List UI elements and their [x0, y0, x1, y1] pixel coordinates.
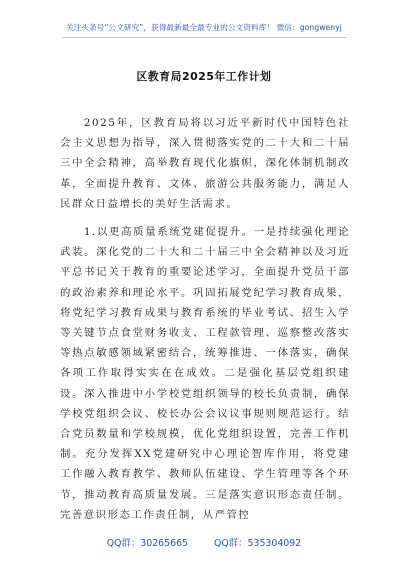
footer-qq-groups: [0, 535, 408, 549]
footer-qq-group-1: QQ群：30265665: [106, 538, 189, 549]
document-body: [60, 113, 350, 525]
paragraph-section-1: 1.以更高质量系统党建促提升。一是持续强化理论武装。深化党的二十大和二十届三中全会精神以及习近平总书记关于教育的重要论述学习，全面提升党员干部的政治素养和理论水平。巩固拓展党纪学习教育成果，将党纪学习教育成果与教育系统的毕业考试、招生入学等关键节点食堂财务收支、工程款管理、巡察整改落实等热点敏感领域紧密结合，统筹推进、一体落实，确保各项工作取得实实在在成效。二是强化基层党组织建设。深入推进中小学校党组织领导的校长负责制，确保学校党组织会议、校长办公会议议事规则规范运行。结合党员数量和学校规模，优化党组织设置，完善工作机制。充分发挥XX党建研究中心理论智库作用，将党建工作融入教育教学、教师队伍建设、学生管理等各个环节，推动教育高质量发展。三是落实意识形态责任制。完善意识形态工作责任制，从严管控: [60, 226, 350, 521]
document-title: 区教育局2025年工作计划: [136, 70, 272, 83]
promo-banner: 关注头条号“公文研究”，获得最新最全最专业的公文资料库！ 微信：gongwenyj: [66, 23, 342, 32]
footer-qq-group-2: QQ群：535304092: [214, 538, 302, 549]
header-divider: [62, 37, 347, 38]
paragraph-intro: 2025年，区教育局将以习近平新时代中国特色社会主义思想为指导，深入贯彻落实党的二十大和二十届三中全会精神，高举教育现代化旗帜，深化体制机制改革，全面提升教育、文体、旅游公共服务能力，满足人民群众日益增长的美好生活需求。: [60, 117, 350, 210]
